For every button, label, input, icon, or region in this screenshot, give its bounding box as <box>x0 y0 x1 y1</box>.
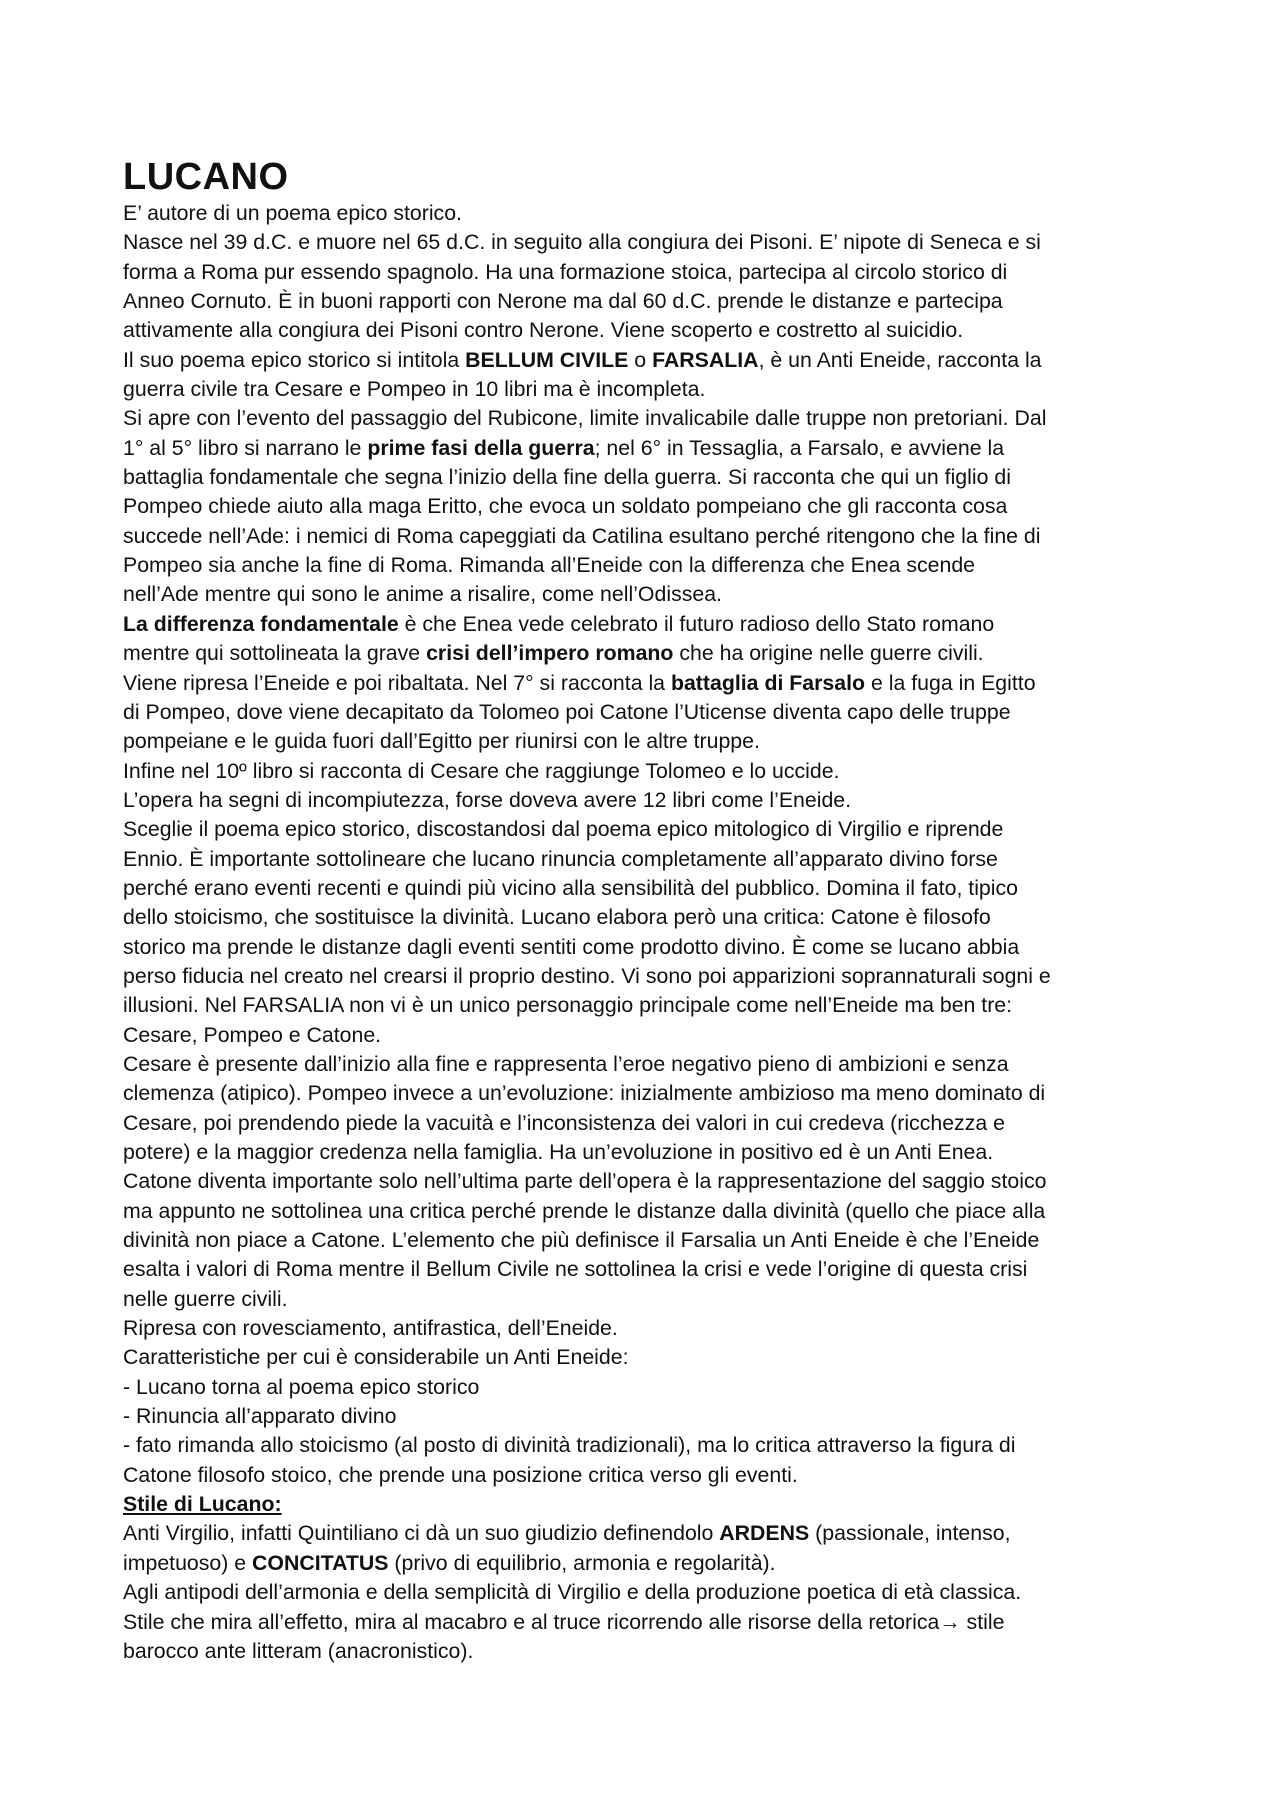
text-line: battaglia fondamentale che segna l’inizio della fine della guerra. Si racconta che qui un figlio di <box>123 465 1011 490</box>
text-run: che ha origine nelle guerre civili. <box>673 641 984 666</box>
text-run: e la fuga in Egitto <box>865 670 1036 695</box>
page-title: LUCANO <box>123 156 289 198</box>
bold-term: La differenza fondamentale <box>123 611 399 636</box>
bold-term: BELLUM CIVILE <box>465 347 629 372</box>
bold-term: battaglia di Farsalo <box>670 670 866 695</box>
text-line: esalta i valori di Roma mentre il Bellum Civile ne sottolinea la crisi e vede l’origine di questa crisi <box>123 1257 1028 1282</box>
text-line: Infine nel 10º libro si racconta di Cesare che raggiunge Tolomeo e lo uccide. <box>123 758 840 783</box>
text-line: succede nell’Ade: i nemici di Roma capeggiati da Catilina esultano perché ritengono che la fine di <box>123 523 1041 548</box>
text-line: clemenza (atipico). Pompeo invece a un’evoluzione: inizialmente ambizioso ma meno dominato di <box>123 1081 1046 1106</box>
bold-term: CONCITATUS <box>252 1550 389 1575</box>
text-line: barocco ante litteram (anacronistico). <box>123 1638 474 1663</box>
text-line <box>123 1519 1183 1548</box>
text-line: perso fiducia nel creato nel crearsi il proprio destino. Vi sono poi apparizioni soprannaturali sogni e <box>123 963 1051 988</box>
text-line: Cesare, poi prendendo piede la vacuità e l’inconsistenza dei valori in cui credeva (ricchezza e <box>123 1110 1005 1135</box>
text-line: Caratteristiche per cui è considerabile un Anti Eneide: <box>123 1345 629 1370</box>
text-line: Nasce nel 39 d.C. e muore nel 65 d.C. in seguito alla congiura dei Pisoni. E’ nipote di Seneca e si <box>123 230 1041 255</box>
text-line: perché erano eventi recenti e quindi più vicino alla sensibilità del pubblico. Domina il fato, tipico <box>123 875 1018 900</box>
text-line: Anneo Cornuto. È in buoni rapporti con Nerone ma dal 60 d.C. prende le distanze e partecipa <box>123 289 1003 314</box>
text-run: 1° al 5° libro si narrano le <box>123 435 368 460</box>
text-line <box>123 669 1183 698</box>
text-line: Pompeo sia anche la fine di Roma. Rimanda all’Eneide con la differenza che Enea scende <box>123 553 976 578</box>
bold-term: ARDENS <box>719 1521 810 1546</box>
text-line <box>123 1549 1183 1578</box>
text-line: Cesare è presente dall’inizio alla fine e rappresenta l’eroe negativo pieno di ambizioni e senza <box>123 1051 1009 1076</box>
text-line: Catone filosofo stoico, che prende una posizione critica verso gli eventi. <box>123 1462 798 1487</box>
text-line: pompeiane e le guida fuori dall’Egitto per riunirsi con le altre truppe. <box>123 729 760 754</box>
text-run: Il suo poema epico storico si intitola <box>123 347 466 372</box>
text-run: , è un Anti Eneide, racconta la <box>758 347 1042 372</box>
text-line <box>123 434 1183 463</box>
text-line: potere) e la maggior credenza nella famiglia. Ha un’evoluzione in positivo ed è un Anti Enea. <box>123 1140 994 1164</box>
list-item: - fato rimanda allo stoicismo (al posto di divinità tradizionali), ma lo critica attraverso la figura di <box>123 1433 1016 1458</box>
text-line <box>123 346 1183 375</box>
list-item: - Rinuncia all’apparato divino <box>123 1404 397 1429</box>
text-line: Catone diventa importante solo nell’ultima parte dell’opera è la rappresentazione del saggio stoico <box>123 1169 1047 1194</box>
text-run: o <box>628 347 653 372</box>
text-run: impetuoso) e <box>123 1550 253 1575</box>
text-line: divinità non piace a Catone. L’elemento che più definisce il Farsalia un Anti Eneide è che l’Eneide <box>123 1228 1040 1253</box>
text-line: illusioni. Nel FARSALIA non vi è un unico personaggio principale come nell’Eneide ma ben tre: <box>123 993 1013 1018</box>
section-heading: Stile di Lucano: <box>123 1492 282 1517</box>
text-line: Si apre con l’evento del passaggio del Rubicone, limite invalicabile dalle truppe non pretoriani. Dal <box>123 406 1047 431</box>
text-line: L’opera ha segni di incompiutezza, forse doveva avere 12 libri come l’Eneide. <box>123 787 852 812</box>
text-run: ; nel 6° in Tessaglia, a Farsalo, e avviene la <box>594 435 1005 460</box>
text-line: Stile che mira all’effetto, mira al macabro e al truce ricorrendo alle risorse della retorica→ stile <box>123 1609 1005 1634</box>
text-line: storico ma prende le distanze dagli eventi sentiti come prodotto divino. È come se lucano abbia <box>123 934 1020 959</box>
text-run: mentre qui sottolineata la grave <box>123 641 427 666</box>
text-line: forma a Roma pur essendo spagnolo. Ha una formazione stoica, partecipa al circolo storico di <box>123 259 1008 284</box>
text-line: Cesare, Pompeo e Catone. <box>123 1022 382 1047</box>
text-line: attivamente alla congiura dei Pisoni contro Nerone. Viene scoperto e costretto al suicidio. <box>123 318 964 343</box>
bold-term: prime fasi della guerra <box>367 435 595 460</box>
text-line: Ripresa con rovesciamento, antifrastica, dell’Eneide. <box>123 1316 618 1341</box>
text-line: nell’Ade mentre qui sono le anime a risalire, come nell’Odissea. <box>123 582 722 607</box>
list-item: - Lucano torna al poema epico storico <box>123 1374 480 1399</box>
text-line: dello stoicismo, che sostituisce la divinità. Lucano elabora però una critica: Catone è filosofo <box>123 905 991 930</box>
text-run: (privo di equilibrio, armonia e regolarità). <box>388 1550 776 1575</box>
text-run: Viene ripresa l’Eneide e poi ribaltata. Nel 7° si racconta la <box>123 670 671 695</box>
text-line <box>123 639 1183 668</box>
text-run: (passionale, intenso, <box>809 1521 1011 1546</box>
text-line <box>123 610 1183 639</box>
text-line: Ennio. È importante sottolineare che lucano rinuncia completamente all’apparato divino forse <box>123 846 998 871</box>
document-page <box>123 155 1183 1666</box>
text-run: Anti Virgilio, infatti Quintiliano ci dà un suo giudizio definendolo <box>123 1521 720 1546</box>
bold-term: FARSALIA <box>652 347 759 372</box>
text-line: Pompeo chiede aiuto alla maga Eritto, che evoca un soldato pompeiano che gli racconta cosa <box>123 494 1008 519</box>
text-line: ma appunto ne sottolinea una critica perché prende le distanze dalla divinità (quello che piace alla <box>123 1198 1046 1223</box>
text-line: guerra civile tra Cesare e Pompeo in 10 libri ma è incompleta. <box>123 377 706 402</box>
text-line: Agli antipodi dell’armonia e della semplicità di Virgilio e della produzione poetica di età classica. <box>123 1580 1022 1605</box>
text-line: E’ autore di un poema epico storico. <box>123 201 462 225</box>
text-line: nelle guerre civili. <box>123 1286 288 1311</box>
bold-term: crisi dell’impero romano <box>426 641 674 666</box>
text-line: Sceglie il poema epico storico, discostandosi dal poema epico mitologico di Virgilio e riprende <box>123 817 1004 842</box>
text-run: è che Enea vede celebrato il futuro radioso dello Stato romano <box>398 611 995 636</box>
text-line: di Pompeo, dove viene decapitato da Tolomeo poi Catone l’Uticense diventa capo delle truppe <box>123 699 1011 724</box>
